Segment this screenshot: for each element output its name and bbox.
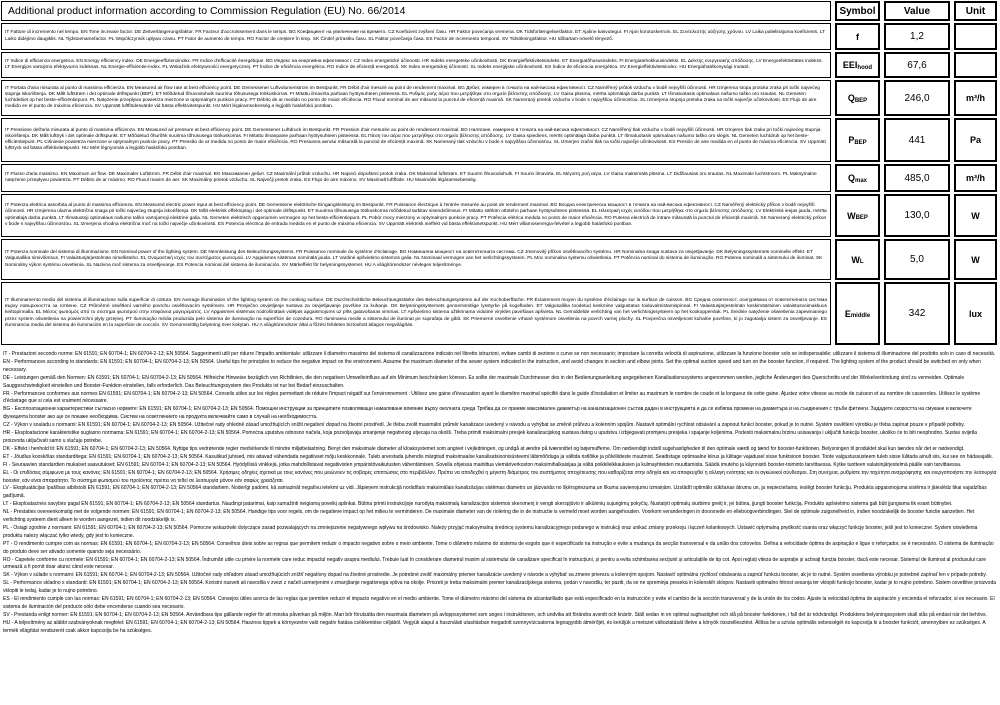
unit-cell	[954, 52, 997, 78]
note-fi: FI - Seuraavien standardien mukaiset saavutukset: EN 61591; EN 60704-1; EN 60704-2-13; EN 50564. Hyödyllisiä vinkkejä, jotka mahdollistavat negatiivisten ympäristövaikutusten vähentämisen. Sovella ohjeissa mainittua viemäriverkoston maksimihalkaisijaa ja vältä poikkileikkauksien ja kulmayhteiden muuttamista. Säädä imuteho ja käynnistö booster-toiminto tarvittaessa. Kytke tuotteen valaisinjärjestelmä päälle vain tarvittaessa.	[3, 461, 962, 468]
row-description: IT Fattore di incremento nel tempo. EN Time increase factor. DE Zeitverlängerungsfaktor. FR Facteur d'accroissement dans le temps. BG Коефициент на увеличение на времето. CZ Koeficient zvýšení času. HR Faktor povećanja vremena. DK Tidsforlængelsesfaktor. ET Ajaline kasvutegur. FI Ajan korotuskerroin. EL Συντελεστής αύξησης χρόνου. LV Laika palielinājuma koeficients. LT Laiko didėjimo daugiklis. NL Tijdstoenamefactor. PL Współczynnik upływu czasu. PT Fator de aumento de tempo. RO Factor de creștere în timp. SK Činiteľ prírastku času. SL Faktor povečanja časa. ES Factor de incremento temporal. SV Tidsökningsfaktor. HU Időtartam-növelő tényező.	[1, 23, 831, 50]
unit-cell: Pa	[954, 118, 997, 162]
unit-cell: W	[954, 239, 997, 280]
note-el: EL - Οι επιδόσεις σύμφωνα με τους κανόνες: EN 61591; EN 60704-1; EN 60704-2-13; EN 50564. Χρήσιμες οδηγίες σχετικά με τους κανόνες που μειώνουν τις σοβαρές επιπτώσεις στο περιβάλλον. Πρέπει να αποδεχθεί η μέγιστη διάμετρος του συστήματος αποχέτευσης που καθορίζεται στην οδηγία και να αποφευχθεί η αλλαγή ενότητας και οι αγκώνικοί σύνδεσμοι. Στη συνέχεια, ρυθμίστε την ταχύτητα αναρρόφησης και ενεργοποιήστε την λειτουργία booster, εάν είναι απαραίτητο. Το σύστημα φωτισμού του προϊόντος πρέπει να τεθεί σε λειτουργία μόνον εάν σαφώς χρειάζεται.	[3, 469, 997, 484]
note-it: IT - Prestazioni secondo norme: EN 61591; EN 60704-1; EN 60704-2-13; EN 50564. Suggerimenti utili per ridurre l'impatto ambientale: utilizzare il diametro massimo del sistema di canalizzazione indicato nel libretto istruzioni, evitare cambi di sezione o curve se non necessario; impostare la corretta velocità di aspirazione, utilizzare la funzione booster solo se indispensabile; utilizzare il sistema di illuminazione del prodotto solo in caso di necessità.	[3, 351, 996, 357]
value-cell: 1,2	[884, 23, 950, 50]
table-row	[1, 80, 999, 116]
symbol-cell: W L	[835, 239, 880, 280]
unit-cell	[954, 23, 997, 50]
row-description: IT Portata d'aria misurata al punto di massima efficienza. EN Measured air flow rate at best efficiency point. DE Gemessener Luftvolumenstrom im Bestpunkt. FR Débit d'air mesuré au point de rendement maximal. BG Дебит, измерен в точката на най-висока ефективност. CZ Naměřený průtok vzduchu v bodě nejvyšší účinnosti. HR Izmjerena stopa protoka zraka pri točki najvećeg stupnja iskorištenja. DK Målt luftstrøm i det optimale driftspunkt (BEP). ET Mõõdetud õhuvooluhulk suurima tõhususega töökuskorras. FI Mitattu ilmavirta parhaan hyötysuhteen pisteessä. EL Ρυθμός ροής αέρα που μετρήθηκε στο σημείο βέλτιστης απόδοσης. LV Gaisa plūsma, mērīta optimālajā darba punktā. LT Išmatuotasis optimalaus našumo taško oro srautas. NL Gemeten luchtdebiet op het beste-efficiëntiepunt. PL Natężenie przepływu powietrza mierzone w optymalnym punkcie pracy. PT Débito de ar medido no ponto de maior eficiência. RO Fluxul nominal de aer măsurat la punctul de eficiență maximă. SK Nameraný prietok vzduchu v bode s najvyššou účinnosťou. SL Izmerjena stopnja pretoka zraka na točki največje učinkovitosti. ES Flujo de aire medido en el punto de máxima eficiencia. SV Uppmätt luftflödesvärde vid bästa effektivitetspunkt. HU Mért légáramsebesség a legjobb hatásfokú pontban.	[1, 80, 831, 116]
table-row	[1, 282, 999, 345]
value-cell: 441	[884, 118, 950, 162]
standards-notes-section	[1, 351, 999, 636]
note-sl: SL - Performance skladno s standardi: EN 61591; EN 60704-1; EN 60704-2-13; EN 50564. Koristni nasveti ali navodila v zvezi z načeli usmerjenimi v zmanjšanje negativnega vpliva na okolje. Privzeti je treba maksimalni premer kanalizacijskega sistema, podan v navodilu, ter paziti, da se ne spreminja preseka in kolenskih sklopov. Nastaviti optimalno hitrost sesanja ter vklopiti funkcijo booster, kadar je to nujno potrebno. Sistem osvetlitve proizvoda vklopiti le tedaj, kadar je to nujno potrebno.	[3, 580, 997, 595]
value-cell: 5,0	[884, 239, 950, 280]
unit-cell: W	[954, 194, 997, 237]
note-cz: CZ - Výkon v souladu s normami: EN 61591; EN 60704-1; EN 60704-2-13; EN 50564. Užitečné rady ohledně zásad umožňujících snížit negativní dopad na životní prostředí. Je třeba zvolit maximální průměr kanalizace uvedený v návodu a vyhýbat se změně průřezu a kolenním spojům. Nastavit optimální rychlost odsávání a zapnout funkci booster, pokud je to nutné. Systém osvětlení výrobku je třeba zapínat pouze v případě potřeby.	[3, 422, 965, 429]
table-row	[1, 239, 999, 280]
row-description: IT Potenza elettrica assorbita al punto di massima efficienza. EN Measured electric power input at best efficiency point. DE Gemessene elektrische Eingangsleistung im Bestpunkt. FR Puissance électrique à l'entrée mesurée au point de rendement maximal. BG Входна електрическа мощност в точката на най-висока ефективност. CZ Naměřený elektrický příkon v bodě nejvyšší účinnosti. HR Izmjerena ulazna električna snaga pri točki najvećeg stupnja iskorištenja. DK Målt elektrisk effektoptag i det optimale driftspunkt. ET Suurima tõhususega töökuskorras mõõdetud tarbitav sisendvõimsus. FI Mitattu sähkön ottoteho parhaan hyötysuhteen pisteessä. EL Ηλεκτρική ισχύς εισόδου που μετρήθηκε στο σημείο βέλτιστης απόδοσης. LV Elektriskā ieejas jauda, mērīta optimālajā darba punktā. LT Išmatuotoji optimalaus našumo taško vartojamoji elektrinė galia. NL Gemeten elektrisch opgenomen vermogen op het beste-efficiëntiepunt. PL Pobór mocy mierzony w optymalnym punkcie pracy. PT Potência elétrica medida no ponto de maior eficiência. RO Puterea electrică de intrare măsurată la punctul de eficiență maximă. SK Nameraný elektrický príkon v bode s najvyššou účinnosťou. SL Izmerjena vhodna električna moč na točki največje učinkovitosti. ES Potencia eléctrica de entrada medida en el punto de máxima eficiencia. SV Uppmätt elektrisk ineffekt vid bästa effektivitetspunkt. HU Mért villamosenergia-felvétel a legjobb hatásfokú pontban.	[1, 194, 831, 237]
row-description: IT Flusso d'aria massimo. EN Maximum air flow. DE Maximaler Luftstrom. FR Débit d'air maximal. BG Максимален дебит. CZ Maximální průtok vzduchu. HR Najveći dopušteni protok zraka. DK Maksimal luftstrøm. ET Suurim õhuvooluhulk. FI Suurin ilmavirta. EL Μέγιστη ροή αέρα. LV Gaisa maksimālā plūsma. LT Didžiausias oro srautas. NL Maximale luchtstroom. PL Maksymalne natężenie przepływu powietrza. PT Débito de ar máximo. RO Fluxul maxim de aer. SK Maximálny prietok vzduchu. SL Največji pretok zraka. ES Flujo de aire máximo. SV Maximalt luftflöde. HU Maximális légáramsebesség.	[1, 164, 831, 192]
unit-cell: m³/h	[954, 80, 997, 116]
column-header-value: Value	[884, 1, 950, 21]
note-et: ET - Jõudlus kooskõlas standarditega: EN 61591; EN 60704-1; EN 60704-2-13; EN 50564. Kasulikud juhised, mis aitavad vähendada negatiivset mõju keskkonnale. Tuleb arvestada juhendis märgitud maksimaalse kanalisatsioonisüsteemi läbimõõduga ja vältida ristlõike ja põlviliideste muutmist. Seadistage optimaalne kiirus ja lülitage vajadusel sisse funktsioon booster. Toote valgustussüsteem tuleb sisse lülitada ainult siis, kui see on hädavajalik.	[3, 453, 994, 460]
table-row	[1, 194, 999, 237]
symbol-cell: Q max	[835, 164, 880, 192]
note-pl: PL - Osiągi zgodnie z normami: EN 61591; EN 60704-1; EN 60704-2-13; EN 50564. Pomocne wskazówki dotyczące zasad pozwalających na zmniejszenie negatywnego wpływu na środowisko. Należy przyjąć maksymalną średnicę systemu kanalizacyjnego podanego w instrukcji oraz unikać zmiany przekroju i łączeń kolankowych. Ustawić optymalną prędkość ssania oraz włączyć funkcję booster, jeśli jest to konieczne. System oświetlenia produktu należy włączać tylko wtedy, gdy jest to konieczne.	[3, 524, 978, 539]
symbol-cell: W BEP	[835, 194, 880, 237]
note-es: ES - El rendimiento cumple con las normas: EN 61591; EN 60704-1; EN 60704-2-13; EN 50564. Consejos útiles acerca de las reglas que permiten reducir el impacto negativo en el medio ambiente. Tome el diámetro máximo del sistema de alcantarillado que está especificado en la instrucción y evite el cambio de la sección transversal y de la unión de los codos. Ajuste la velocidad óptima de aspiración y encienda el reforzador, si es necesario. El sistema de iluminación del producto sólo debe encenderse cuando sea necesario.	[3, 596, 995, 610]
table-row	[1, 118, 999, 162]
row-description: IT Pressione dell'aria misurata al punto di massima efficienza. EN Measured air pressure at best efficiency point. DE Gemessener Luftdruck im Bestpunkt. FR Pression d'air mesurée au point de rendement maximal. BG Налягане, измерено в точката на най-висока ефективност. CZ Naměřený tlak vzduchu v bodě nejvyšší účinnosti. HR Izmjeren tlak zraka pri točki najvećeg stupnja iskorištenja. DK Målt lufttryk i det optimale driftspunkt. ET Mõõdetud õhurõhk suurima tõhususega töökuskorras. FI Mitattu ilmanpaine parhaan hyötysuhteen pisteessä. EL Πίεση του αέρα που μετρήθηκε στο σημείο βέλτιστης απόδοσης. LV Gaisa spiediens, mērīts optimālajā darba punktā. LT Išmatuotasis optimalaus našumo taško oro slėgis. NL Gemeten luchtdruk op het beste-efficiëntiepunt. PL Ciśnienie powietrza mierzone w optymalnym punkcie pracy. PT Pressão de ar medida no ponto de maior eficiência. RO Presiunea aerului măsurată la punctul de eficiență maximă. SK Nameraný tlak vzduchu v bode s najvyššou účinnosťou. SL Izmerjen zračni tlak na točki največje učinkovitosti. ES Presión de aire medida en el punto de máxima eficiencia. SV Uppmätt lufttryck vid bästa effektivitetspunkt. HU Mért légnyomás a legjobb hatásfokú pontban.	[1, 118, 831, 162]
note-fr: FR - Performances conformes aux normes EN 61591; EN 60704-1; EN 60704-2-13; EN 50564. Conseils utiles sur les règles permettant de réduire l'impact négatif sur l'environnement : Utilisez une gaine d'évacuation ayant le diamètre maximal spécifié dans le guide d'installation et limiter au maximum le nombre de coude et la longueur de cette gaine. Ajustez votre vitesse au mode de cuisson et au nombre de casseroles. Utilisez le système d'éclairage que si cela est vraiment nécessaire.	[3, 390, 981, 405]
value-cell: 130,0	[884, 194, 950, 237]
value-cell: 342	[884, 282, 950, 345]
note-de: DE - Leistungen gemäß den Normen: EN 61591; EN 60704-1; EN 60704-2-13; EN 50564. Hilfreiche Hinweise bezüglich von Richtlinien, die den negativen Umwelteinfluss auf ein Minimum beschränken können. Es sollte der maximale Durchmesser des in der Bedienungsanleitung angegebenen Kanalisationssystems angenommen werden, jegliche Änderungen des Querschnitts und der Winkelverbindung sind zu vermeiden. Optimale Sauggeschwindigkeit einstellen und Booster-Funktion einstellen, falls erforderlich. Das Beleuchtungssystem des Produkts ist nur bei Bedarf einzuschalten.	[3, 374, 965, 389]
note-hr: HR - Eksploatacione karakteristike suglasno normama: EN 61591; EN 60704-1; EN 60704-2-13; EN 50564. Pomoćna uputstva odnosno načela, koja pozvoljavaju smanjenje negativnog utjecaja na okoliš. Treba primiti maksimalni presjek kanalizacijskog sustava datog u uputstvu i izbjegavati promjenu presjeka i spajanje koljenima. Podesiti maksimalnu brzinu usisavanja i uključiti funkciju booster, ukoliko će to biti neophodno. Sustav svijetla proizvoda uključivati samo u slučaju potrebe.	[3, 430, 977, 444]
value-cell: 246,0	[884, 80, 950, 116]
note-lv: LV - Ekspluatācijas īpašības atbilstoši EN 61591; EN 60704-1; EN 60704-2-13; EN 50564 standartiem. Noderīgi padomi, kā samazināt negatīvu ietekmi uz vidi. Jāpieņem instrukcijā norādītais maksimālais kanalizācijas sistēmas diametrs un jāizvairās no šķērsgriezuma un līkuma savienojumu izmaiņām. Uzstādīt optimālo sūkšanas ātrumu un, ja nepieciešams, ieslēgt booster funkciju. Produkta apgaismojuma sistēma ir jāieslēdz tikai vajadzības gadījumā.	[3, 485, 987, 500]
symbol-cell: Q BEP	[835, 80, 880, 116]
symbol-cell: EEI hood	[835, 52, 880, 78]
column-header-symbol: Symbol	[835, 1, 880, 21]
table-row	[1, 164, 999, 192]
table-row	[1, 23, 999, 50]
note-nl: NL - Prestaties overeenkomstig met de volgende normen: EN 61591; EN 60704-1; EN 60704-2-13; EN 50564. Handige tips voor regels, om de negatieve impact op het milieu te verminderen. De maximale diameter van de riolering die in de instructie is vermeld moet worden aangehouden. Voorkom veranderingen in doorsnede en elleboogverbindingen. Stel de optimale zuigsnelheid in, indien noodzakelijk de booster functie aanzetten. Het verlichting systeem dient alleen te worden aangezet, indien dit noodzakelijk is.	[3, 509, 975, 524]
page-title: Additional product information according to Commission Regulation (EU) No. 66/2014	[1, 1, 831, 21]
unit-cell: m³/h	[954, 164, 997, 192]
symbol-cell: P BEP	[835, 118, 880, 162]
row-description: IT Potenza nominale del sistema di illuminazione. EN Nominal power of the lighting system. DE Nennleistung des Beleuchtungssystems. FR Puissance nominale du système d'éclairage. BG Номинална мощност на осветителната система. CZ Jmenovitý příkon osvětlovacího systému. HR Nominalna snaga sustava za osvjetljavanje. DK Belysningssystemets nominelle effekt. ET Valgusallika nimivõimsus. FI Valaistusjärjestelmän nimellisteho. EL Ονομαστική ισχύς του συστήματος φωτισμού. LV Apgaismes sistēmas nominālā jauda. LT Vardinė apšvietimo sistemos galia. NL Nominaal vermogen van het verlichtingssysteem. PL Moc nominalna systemu oświetlenia. PT Potência nominal do sistema de iluminação. RO Puterea nominală a sistemului de iluminat. SK Nominálny výkon systému osvetlenia. SL Nazivna moč sistema za osvetljevanje. ES Potencia nominal del sistema de iluminación. SV Märkeffekt för belysningssystemet. HU A világítórendszer névleges teljesítménye.	[1, 239, 831, 280]
row-description: IT Illuminamento medio del sistema di illuminazione sulla superficie di cottura. EN Average illumination of the lighting system on the cooking surface. DE Durchschnittliche Beleuchtungsstärke des Beleuchtungssystems auf der Kochoberfläche. FR Éclairement moyen du système d'éclairage sur la surface de cuisson. BG Средна осветеност, осигурявана от осветителната система върху повърхността за готвене. CZ Průměrné osvětlení varného povrchu osvětlovacím systémem. HR Prosječno osvjetljenje sustava za osvjetljavanje površine za kuhanje. DK Belysningssystemets gennemsnitlige lysstyrke på kogefladen. ET Valgusallika toodetud keskmine valgustatus toiduvalmistamispinnal. FI Valaistusjärjestelmän keskimääräinen valaistusvoimakkuus keittopinnalla. EL Μέσος φωτισμός από το σύστημα φωτισμού στην επιφάνεια μαγειρέματος. LV Apgaismes sistēmas nodrošinātais vidējais apgaismojums uz plīts gatavošanas virsmas. LT Apšvietimo sistema užtikrinama vidutinė viryklės paviršiaus apšvieta. NL Gemiddelde verlichting van het verlichtingssysteem op het kookoppervlak. PL Średnie natężenie oświetlenia zapewnianego przez system oświetlenia na powierzchni płyty grzejnej. PT Iluminação média produzida pelo sistema de iluminação na superfície de cozedura. RO Iluminarea medie a sistemului de iluminat pe suprafața de gătit. SK Priemerné osvetlenie vrhané systémom osvetlenia na povrch varnej plochy. SL Povprečna osvetljenost kuhalne površine, ki jo zagotavlja sistem za osvetljevanje. ES Iluminancia media del sistema de iluminación en la superficie de cocción. SV Genomsnittlig belysning över kokytan. HU A világítórendszer által a főzési felületen biztosított átlagos megvilágítás.	[1, 282, 831, 345]
unit-cell: lux	[954, 282, 997, 345]
note-pt: PT - O rendimento cumpre com as normas: EN 61591; EN 60704-1; EN 60704-2-13; EN 50564. Conselhos úteis sobre as regras que permitem reduzir o impacto negativo sobre o meio ambiente. Tome o diâmetro máximo do sistema de esgoto que é especificado na instrução e evite a mudança da secção transversal e da união dos cotovelos. Defina a velocidade óptima de aspiração e ligue o reforçador, se é necessário. O sistema de iluminação do produto deve ser ativado somente quando seja necessário.	[3, 540, 994, 555]
table-row	[1, 52, 999, 78]
note-hu: HU - A teljesítmény az alábbi szabványoknak megfelel: EN 61591; EN 60704-1; EN 60704-2-13; EN 50564. Hasznos tippek a környezetre való negatív hatása csökkentése céljából. Vegyük alapul a használati utasításban megadott szennyvízcsatorna legnagyobb átmérőjét, és kerüljük a metszet változtatását illetve a könyök összeillesztést. Állítsa be a szívás optimális sebességét és kapcsolja ki a booster funkciót, amennyiben ez szükséges. A termék világítási rendszerét csak akkor kapcsolja be ha szükséges.	[3, 619, 986, 634]
note-dk: DK - Effekt i henhold til: EN 61591; EN 60704-1; EN 60704-2-13; EN 50564. Nyttige tips vedrørende regler medvirkende til mindre miljøbelastning. Benyt den maksimale diameter af kloaksystemet som angivet i vejledningen, og undgå at ændre på tværsnittet og bøjemufferne. Om nødvendigt indstil sugehastigheden til den optimale værdi og tænd for booster-funktionen. Belysningen til produktet skal kun tændes når det er nødvendigt.	[3, 445, 965, 452]
value-cell: 67,6	[884, 52, 950, 78]
note-ro: RO - Capetele conforme cu normele: EN 61591; EN 60704-1; EN 60704-2-13; EN 50564. Îndrumări utile cu privire la normele care reduc impactul negativ asupra mediului. Trebuie luat în considerare diametrul maxim al sistemului de canalizare specificat în instrucțiuni, și pentru a evita schimbarea secțiunii și articulațiile de tip cot. Apoi reglați viteza de aspirație și activați funcția booster, dacă este necesar. Sistemul de iluminat al produsului care urmează a fi pornit doar atunci când este necesar.	[3, 556, 986, 571]
symbol-cell: E middle	[835, 282, 880, 345]
value-cell: 485,0	[884, 164, 950, 192]
table-header-row	[1, 1, 999, 21]
column-header-unit: Unit	[954, 1, 997, 21]
note-bg: BG - Експлоатационни характеристики съгласно нормите: EN 61591; EN 60704-1; EN 60704-2-13; EN 50564. Помощни инструкции за принципите позволяващи намаляване влияние върху околната среда Трябва да се приеме максимален диаметър на канализационен състав даден в инструкцията и да се избягва промени на диаметъра и на съединения с тръби фитинги. Зададете скоростта на смукане и включете функцията booster ако ще се покаже необходима. Систем на осветлението на продукта включвайте само в случай на необходимостта.	[3, 406, 972, 421]
note-sk: SK - Výkon v súlade s normami: EN 61591; EN 60704-1; EN 60704-2-13; EN 50564. Užitočné rady ohľadom zásad umožňujúcich znížiť negatívny dopad na životné prostredie. Je potrebné zvoliť maximálny priemer kanalizácie uvedený v návode a vyhýbať sa zmene prierezu a kolenným spojom. Nastaviť optimálnu rýchlosť odsávania a zapnúť funkciu booster, ak je to nutné. Systém osvetlenia výrobku je potrebné zapínať len v prípade potreby.	[3, 572, 987, 579]
note-lt: LT - Eksploatacinės savybės pagal EN 61591; EN 60704-1; EN 60704-2-13; EN 50564 standartus. Naudingi patarimai, kaip sumažinti neigiamą poveikį aplinkai. Būtina primti instrukcijoje nurodytą maksimalų kanalizacijos sistemos skersmenį ir vengti skerspjūvio ir alkūninių sujungimų pokyčių. Nustatyti optimalų siurbimo greitį ir, jei būtina, įjungti booster funkciją. Produkto apšvietimo sistema gali būti įjungiama tik esant būtinybei.	[3, 501, 953, 508]
symbol-cell: f	[835, 23, 880, 50]
note-en: EN - Performances according to standards: EN 61591; EN 60704-1; EN 60704-2-13; EN 50564. Useful tips for principles to reduce the negative impact on the environment. Assume the maximum diameter of the sewer system indicated in the instruction, and avoid changes in section and elbow joints. Set the optimal suction speed and turn on the booster function, if required. The lighting system of the product should be switched on only when necessary.	[3, 358, 981, 373]
row-description: IT Indice di efficienza energetica. EN Energy efficiency index. DE Energieeffizienzindex. FR Indice d'efficacité énergétique. BG Индекс на енергийна ефективност. CZ Index energetické účinnosti. HR Indeks energetske učinkovitosti. DK Energieffektivitetsindeks. ET Energiatõhususindeks. FI Energiatehokkuusindeksi. EL Δείκτης ενεργειακής απόδοσης. LV Energoefektivitātes indekss. LT Energijos vartojimo efektyvumo indeksas. NL Energie-efficiëntie-index. PL Wskaźnik efektywności energetycznej. PT Índice de eficiência energética. RO Indice de eficiență energetică. SK Index energetickej účinnosti. SL Indeks energijske učinkovitosti. ES Índice de eficiencia energética. SV Energieffektivitetsindex. HU Energiahatékonysági mutató.	[1, 52, 831, 78]
note-sv: SV - Prestanda enligt normer: EN 61591; EN 60704-1; EN 60704-2-13; EN 50564. Användbara tips gällande regler för att minska påverkan på miljön. Man bör förutsätta den maximala diametern på avloppssystemet som anges i instruktionen, och undvika att förändra avsnitt och knärör. Ställ sedan in en optimal sughastighet och slå på booster funktionen, i fall det är nödvändigt. Produktens belysningssystem skall slås på endast när det behövs.	[3, 611, 987, 618]
